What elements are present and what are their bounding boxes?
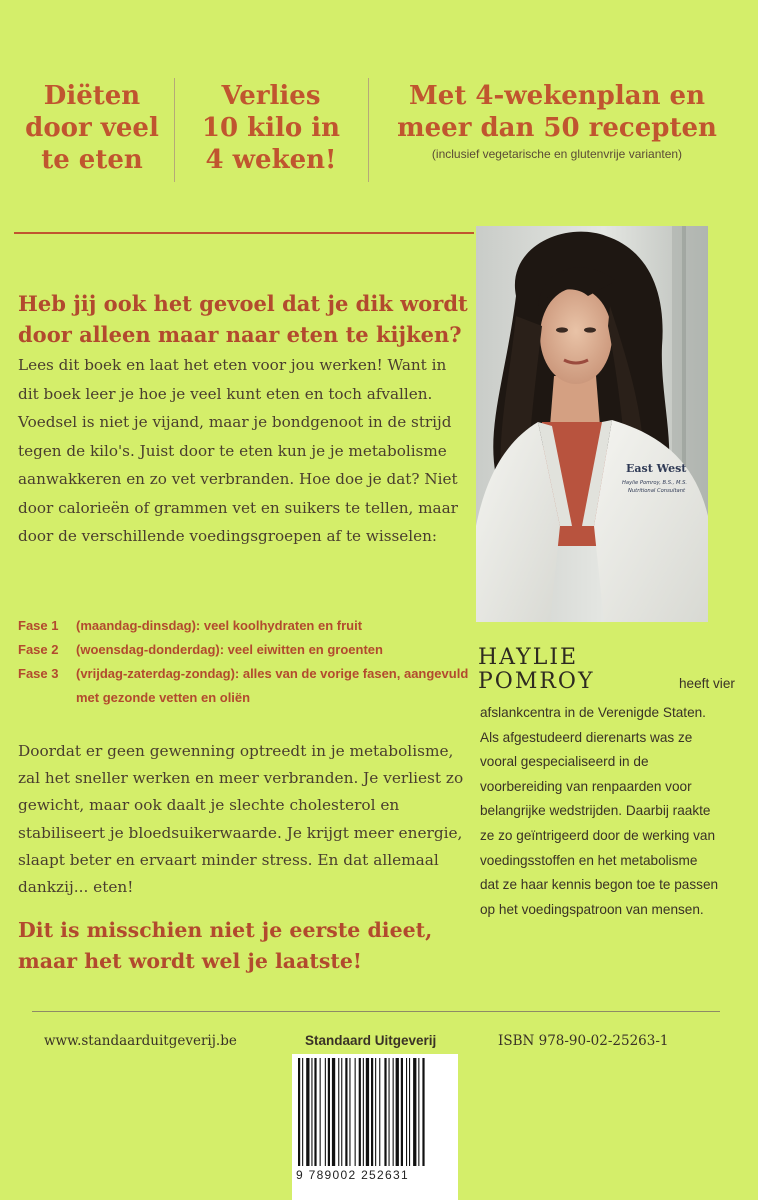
phase-item — [18, 614, 470, 638]
badge-line: East West — [626, 462, 687, 475]
barcode-bar — [311, 1058, 312, 1166]
author-last-name: POMROY — [478, 669, 595, 694]
author-photo — [476, 226, 708, 622]
phase-item — [18, 638, 470, 662]
barcode-bars — [292, 1058, 458, 1170]
slogan-dieten — [22, 80, 162, 176]
author-bio-start: heeft vier — [679, 676, 735, 691]
isbn: ISBN 978-90-02-25263-1 — [498, 1033, 669, 1049]
slogan-line: door veel — [25, 113, 159, 143]
slogan-wekenplan — [382, 80, 732, 162]
phase-label: Fase 3 — [18, 666, 59, 681]
barcode-bar — [375, 1058, 376, 1166]
publisher-website: www.standaarduitgeverij.be — [44, 1033, 237, 1049]
barcode-bar — [413, 1058, 416, 1166]
barcode-bar — [320, 1058, 321, 1166]
barcode-bar — [349, 1058, 350, 1166]
barcode-bar — [306, 1058, 309, 1166]
barcode-digits: 9 789002 252631 — [296, 1168, 409, 1182]
intro-text: Lees dit boek en laat het eten voor jou werken! Want in dit boek leer je hoe je veel kunt eten en toch afvallen. Voedsel is niet je vijand, maar je bondgenoot in de strijd tegen de kilo's. Juist door te eten kun je je metabolisme aanwakkeren en zo vet verbranden. Hoe doe je dat? Niet door calorieën of grammen vet en suikers te tellen, maar door de verschillende voedingsgroepen af te wisselen: — [18, 356, 458, 545]
phase-text: (maandag-dinsdag): veel koolhydraten en fruit — [76, 618, 363, 633]
barcode-bar — [401, 1058, 403, 1166]
barcode-bar — [355, 1058, 356, 1166]
barcode-bar — [345, 1058, 347, 1166]
barcode-bar — [359, 1058, 361, 1166]
closing-statement: Dit is misschien niet je eerste dieet, maar het wordt wel je laatste! — [18, 918, 433, 973]
phase-item — [18, 662, 470, 710]
slogan-verlies — [186, 80, 356, 176]
barcode-bar — [396, 1058, 399, 1166]
footer-divider — [32, 1011, 720, 1012]
barcode-bar — [363, 1058, 364, 1166]
barcode-bar — [328, 1058, 330, 1166]
barcode-bar — [418, 1058, 419, 1166]
slogan-line: 10 kilo in — [201, 113, 341, 143]
intro-paragraph — [18, 290, 470, 551]
phase-label: Fase 2 — [18, 642, 59, 657]
barcode-bar — [314, 1058, 316, 1166]
slogan-divider — [368, 78, 369, 182]
barcode-bar — [298, 1058, 300, 1166]
phase-text: (vrijdag-zaterdag-zondag): alles van de vorige fasen, aangevuld met gezonde vetten en oliën — [76, 666, 469, 705]
barcode-bar — [422, 1058, 424, 1166]
barcode-bar — [393, 1058, 394, 1166]
slogan-line: Diëten — [43, 81, 141, 111]
barcode-bar — [302, 1058, 303, 1166]
badge-line: Nutritional Consultant — [628, 488, 686, 494]
author-name — [478, 646, 595, 694]
slogan-note: (inclusief vegetarische en glutenvrije varianten) — [431, 147, 683, 161]
body-paragraph: Doordat er geen gewenning optreedt in je metabolisme, zal het sneller werken en meer verbranden. Je verliest zo gewicht, maar ook daalt je slechte cholesterol en stabiliseert je bloedsuikerwaarde. Je krijgt meer energie, slaapt beter en ervaart minder stress. En dat allemaal dankzij... eten! — [18, 742, 464, 897]
phase-label: Fase 1 — [18, 618, 59, 633]
barcode-bar — [338, 1058, 339, 1166]
slogan-line: te eten — [41, 145, 143, 175]
barcode-bar — [406, 1058, 407, 1166]
phase-list — [18, 614, 470, 710]
slogan-line: Verlies — [221, 81, 321, 111]
slogan-line: Met 4-wekenplan en — [409, 81, 705, 111]
barcode-bar — [366, 1058, 369, 1166]
barcode-bar — [371, 1058, 373, 1166]
slogan-line: 4 weken! — [205, 145, 337, 175]
slogan-divider — [174, 78, 175, 182]
phase-text: (woensdag-donderdag): veel eiwitten en groenten — [76, 642, 383, 657]
barcode-bar — [341, 1058, 342, 1166]
author-first-name: HAYLIE — [478, 645, 579, 670]
barcode-bar — [409, 1058, 410, 1166]
barcode-bar — [325, 1058, 326, 1166]
barcode-bar — [379, 1058, 380, 1166]
publisher-name: Standaard Uitgeverij — [305, 1033, 437, 1048]
barcode-bar — [389, 1058, 390, 1166]
badge-line: Haylie Pomroy, B.S., M.S. — [622, 480, 688, 486]
intro-lead: Heb jij ook het gevoel dat je dik wordt door alleen maar naar eten te kijken? — [18, 291, 468, 347]
slogan-line: meer dan 50 recepten — [397, 113, 717, 143]
barcode-bar — [384, 1058, 386, 1166]
section-divider — [14, 232, 474, 234]
author-bio: afslankcentra in de Verenigde Staten. Als afgestudeerd dierenarts was ze vooral gespecialiseerd in de voorbereiding van renpaarden voor belangrijke wedstrijden. Daarbij raakte ze zo geïntrigeerd door de werking van voedingsstoffen en het metabolisme dat ze haar kennis begon toe te passen op het voedingspatroon van mensen. — [480, 705, 719, 917]
barcode-bar — [332, 1058, 335, 1166]
